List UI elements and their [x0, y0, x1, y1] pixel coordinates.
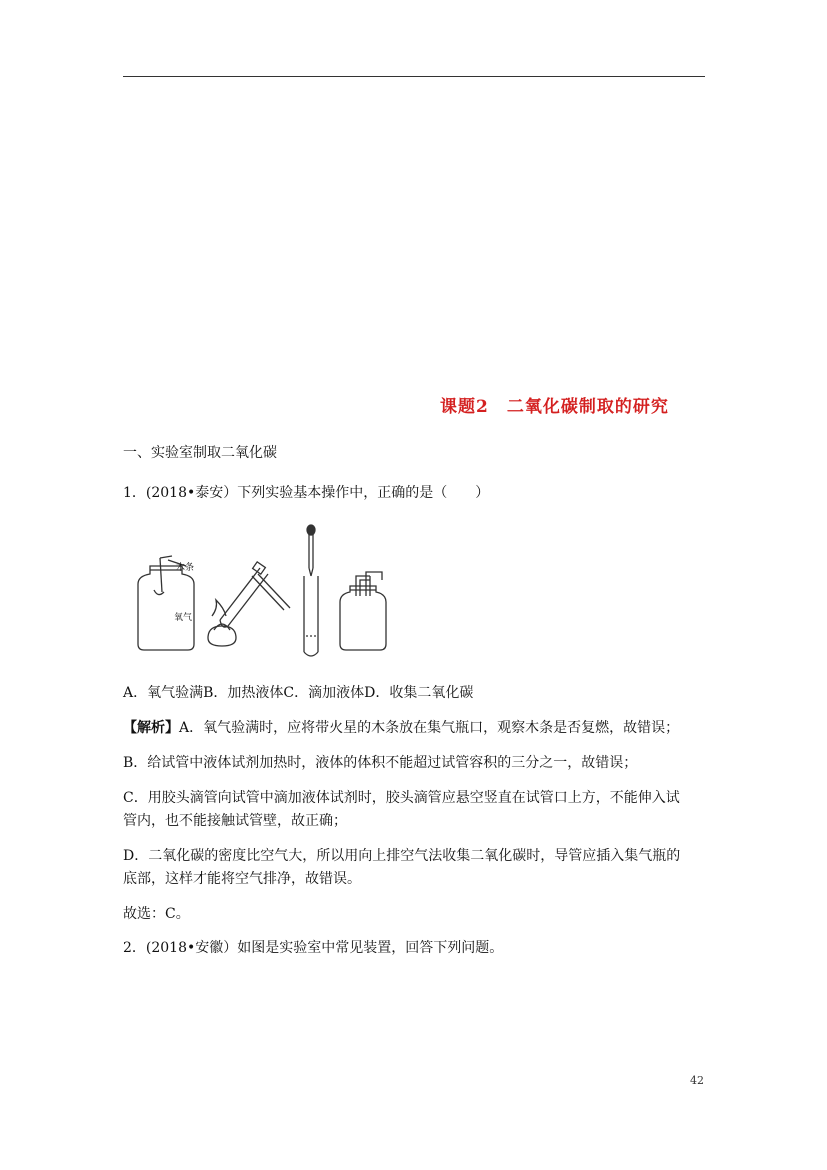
- analysis-c-line1: C．用胶头滴管向试管中滴加液体试剂时，胶头滴管应悬空竖直在试管口上方，不能伸入试: [123, 790, 680, 806]
- lesson-number: 课题2: [440, 397, 489, 417]
- analysis-d-line2: 底部，这样才能将空气排净，故错误。: [123, 871, 361, 887]
- analysis-c-line2: 管内，也不能接触试管壁，故正确；: [123, 813, 347, 829]
- section-heading: 一、实验室制取二氧化碳: [123, 445, 277, 461]
- lesson-title: [440, 392, 669, 417]
- analysis-a-text: A．氧气验满时，应将带火星的木条放在集气瓶口，观察木条是否复燃，故错误；: [179, 720, 680, 736]
- heating-apparatus: [208, 562, 290, 646]
- question-1-figure: [124, 520, 394, 660]
- header-rule: [123, 76, 705, 77]
- co2-collection-apparatus: [340, 572, 386, 650]
- question-1-answer: 故选：C。: [123, 906, 190, 922]
- question-2-stem: 2．(2018•安徽）如图是实验室中常见装置，回答下列问题。: [123, 940, 504, 956]
- question-1-options: A．氧气验满B．加热液体C．滴加液体D．收集二氧化碳: [123, 685, 474, 701]
- page-number: 42: [690, 1074, 704, 1087]
- analysis-b: B．给试管中液体试剂加热时，液体的体积不能超过试管容积的三分之一，故错误；: [123, 755, 638, 771]
- analysis-tag: 【解析】: [123, 720, 179, 736]
- analysis-d-line1: D．二氧化碳的密度比空气大，所以用向上排空气法收集二氧化碳时，导管应插入集气瓶的: [123, 848, 681, 864]
- dropper-apparatus: [304, 525, 318, 656]
- oxygen-label: 氧气: [174, 613, 193, 623]
- stick-label: 木条: [176, 563, 195, 573]
- lesson-topic: 二氧化碳制取的研究: [506, 397, 669, 417]
- question-1-stem: 1．(2018•泰安）下列实验基本操作中，正确的是（ ）: [123, 485, 490, 501]
- analysis-a-line: [123, 717, 679, 737]
